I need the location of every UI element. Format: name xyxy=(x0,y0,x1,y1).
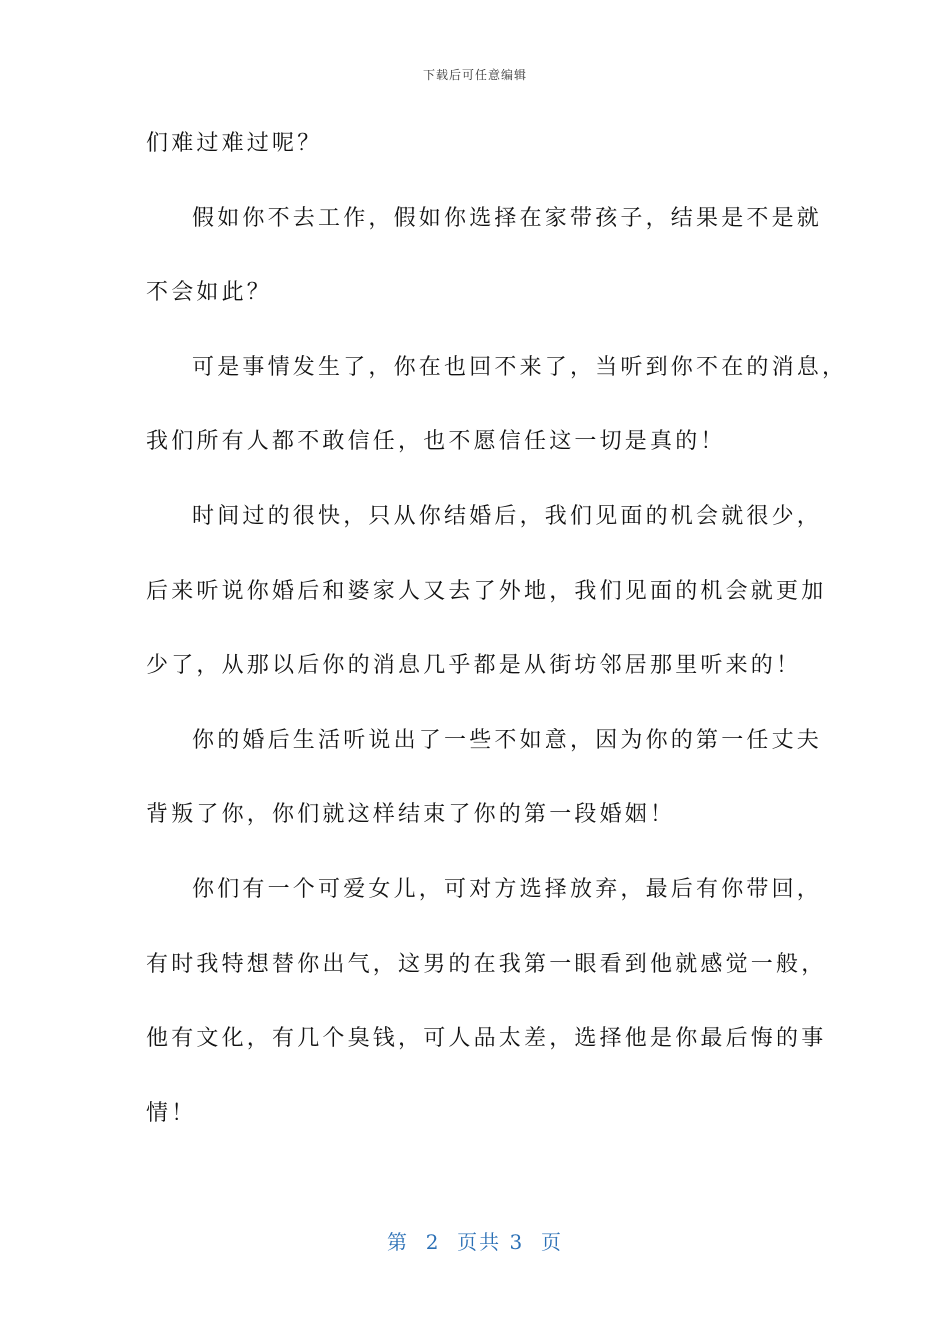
text-line: 不会如此？ xyxy=(146,280,273,306)
text-line: 他有文化，有几个臭钱，可人品太差，选择他是你最后悔的事 xyxy=(146,1026,827,1052)
paragraph-start-line: 你的婚后生活听说出了一些不如意，因为你的第一任丈夫 xyxy=(192,727,823,753)
page-number-footer: 第 2 页共 3 页 xyxy=(387,1230,563,1254)
text-line: 情！ xyxy=(146,1100,197,1126)
text-line: 们难过难过呢？ xyxy=(146,131,323,156)
text-line: 我们所有人都不敢信任，也不愿信任这一切是真的！ xyxy=(146,429,726,455)
document-body xyxy=(146,118,848,1162)
paragraph-start-line: 你们有一个可爱女儿，可对方选择放弃，最后有你带回， xyxy=(192,876,823,902)
paragraph-start-line: 假如你不去工作，假如你选择在家带孩子，结果是不是就 xyxy=(192,205,823,231)
paragraph-start-line: 时间过的很快，只从你结婚后，我们见面的机会就很少， xyxy=(192,503,823,529)
page-header-note: 下载后可任意编辑 xyxy=(422,68,527,82)
text-line: 有时我特想替你出气，这男的在我第一眼看到他就感觉一般， xyxy=(146,951,827,977)
paragraph-start-line: 可是事情发生了，你在也回不来了，当听到你不在的消息， xyxy=(192,354,848,380)
text-line: 后来听说你婚后和婆家人又去了外地，我们见面的机会就更加 xyxy=(146,578,827,604)
text-line: 背叛了你，你们就这样结束了你的第一段婚姻！ xyxy=(146,802,676,828)
text-line: 少了，从那以后你的消息几乎都是从街坊邻居那里听来的！ xyxy=(146,653,802,679)
